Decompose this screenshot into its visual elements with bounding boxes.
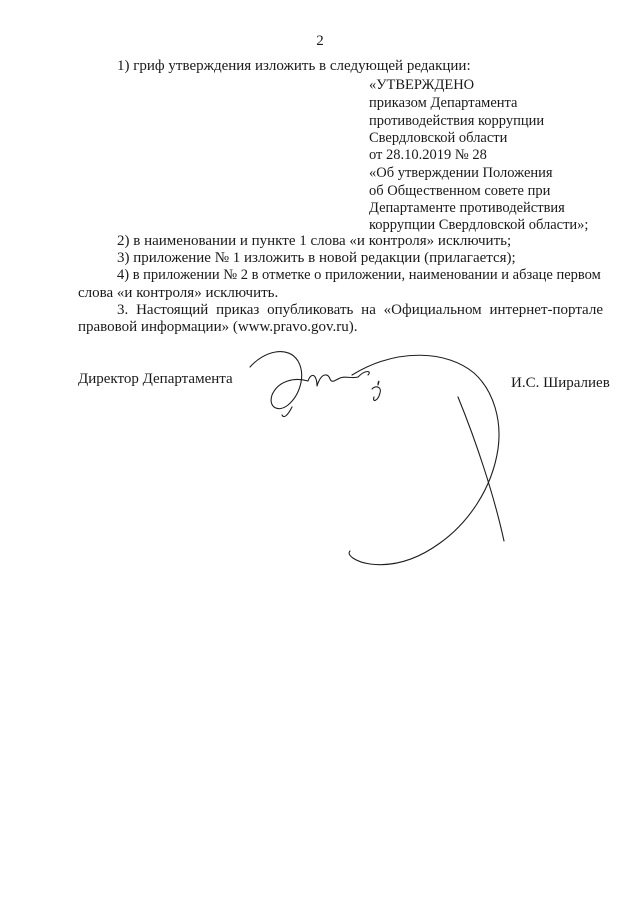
item-4-line-1: 4) в приложении № 2 в отметке о приложении, наименовании и абзаце первом <box>117 267 601 283</box>
approval-stamp-line: коррупции Свердловской области»; <box>369 217 589 233</box>
approval-stamp-line: «УТВЕРЖДЕНО <box>369 77 475 93</box>
signatory-position: Директор Департамента <box>78 371 233 387</box>
item-1-intro: 1) гриф утверждения изложить в следующей редакции: <box>117 58 471 74</box>
clause-3-line-2: правовой информации» (www.pravo.gov.ru). <box>78 319 358 335</box>
signatory-name: И.С. Ширалиев <box>511 375 610 391</box>
page-number: 2 <box>316 33 324 49</box>
item-3: 3) приложение № 1 изложить в новой редакции (прилагается); <box>117 250 516 266</box>
clause-3-line-1: 3. Настоящий приказ опубликовать на «Официальном интернет-портале <box>117 302 603 318</box>
item-4-line-2: слова «и контроля» исключить. <box>78 285 279 301</box>
handwritten-signature <box>248 345 518 570</box>
approval-stamp-line: противодействия коррупции <box>369 113 545 129</box>
approval-stamp-line: приказом Департамента <box>369 95 518 111</box>
approval-stamp-line: Департаменте противодействия <box>369 200 565 216</box>
approval-stamp-line: об Общественном совете при <box>369 183 551 199</box>
approval-stamp-line: Свердловской области <box>369 130 508 146</box>
item-2: 2) в наименовании и пункте 1 слова «и контроля» исключить; <box>117 233 512 249</box>
approval-stamp-line: «Об утверждении Положения <box>369 165 553 181</box>
approval-stamp-line: от 28.10.2019 № 28 <box>369 147 487 163</box>
